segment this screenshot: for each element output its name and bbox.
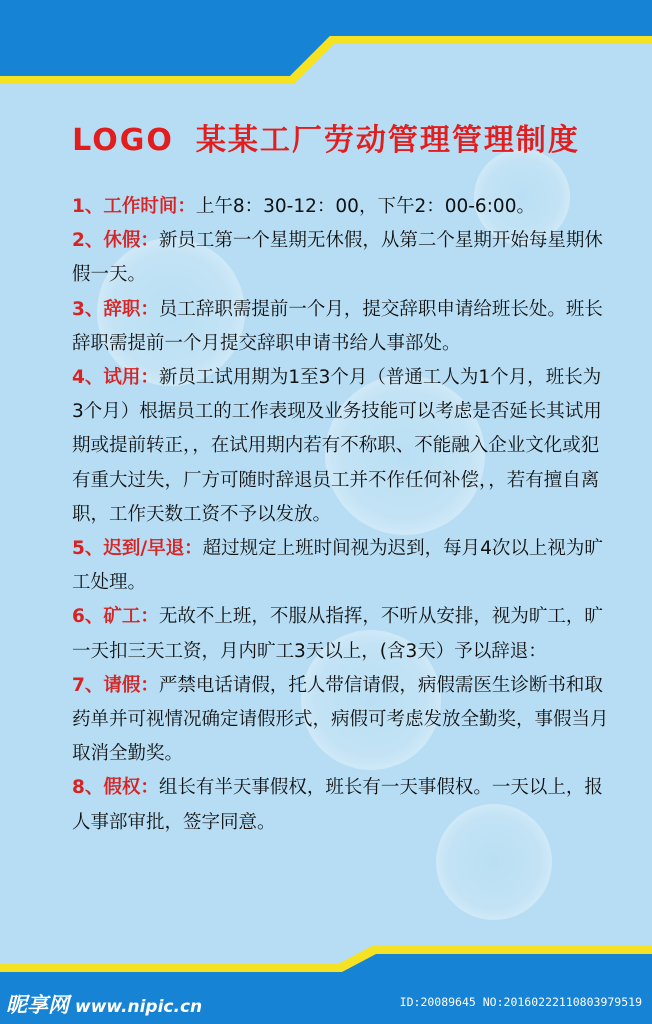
watermark-site: 昵享网	[6, 993, 69, 1017]
rule-item-late	[72, 532, 612, 600]
rule-text: 员工辞职需提前一个月，提交辞职申请给班长处。班长辞职需提前一个月提交辞职申请书给人事部处。	[72, 298, 603, 354]
rule-item-resignation	[72, 293, 612, 361]
rule-label: 5、迟到/早退：	[72, 538, 203, 560]
rule-text: 超过规定上班时间视为迟到，每月4次以上视为旷工处理。	[72, 538, 603, 594]
rule-text: 组长有半天事假权，班长有一天事假权。一天以上，报人事部审批，签字同意。	[72, 777, 603, 833]
rule-item-request-leave	[72, 669, 612, 772]
image-id-text: ID:20089645 NO:20160222110803979519	[399, 995, 642, 1009]
logo-text: LOGO	[72, 123, 174, 158]
title-text: 某某工厂劳动管理管理制度	[195, 123, 580, 158]
watermark-url: www.nipic.cn	[75, 997, 203, 1017]
rules-list	[72, 190, 612, 840]
watermark-logo	[6, 989, 202, 1019]
rule-label: 7、请假：	[72, 674, 159, 696]
rule-label: 8、假权：	[72, 777, 159, 799]
rule-text: 新员工第一个星期无休假，从第二个星期开始每星期休假一天。	[72, 230, 603, 286]
rule-label: 2、休假：	[72, 230, 159, 252]
rule-text: 严禁电话请假，托人带信请假，病假需医生诊断书和取药单并可视情况确定请假形式，病假可考虑发放全勤奖，事假当月取消全勤奖。	[72, 674, 609, 765]
rule-label: 1、工作时间：	[72, 196, 196, 217]
rule-item-probation	[72, 361, 612, 532]
rule-text: 新员工试用期为1至3个月（普通工人为1个月，班长为3个月）根据员工的工作表现及业务技能可以考虑是否延长其试用期或提前转正，，在试用期内若有不称职、不能融入企业文化或犯有重大过失，厂方可随时辞退员工并不作任何补偿，，若有擅自离职，工作天数工资不予以发放。	[72, 367, 602, 525]
rule-label: 4、试用：	[72, 367, 159, 389]
rule-item-work-hours	[72, 190, 612, 224]
rule-item-leave-authority	[72, 771, 612, 839]
rule-item-leave	[72, 224, 612, 292]
page-title	[0, 115, 652, 159]
rule-text: 无故不上班，不服从指挥，不听从安排，视为旷工，旷一天扣三天工资，月内旷工3天以上，(含3天）予以辞退：	[72, 606, 603, 662]
rule-label: 3、辞职：	[72, 298, 159, 320]
rule-item-absence	[72, 600, 612, 668]
rule-label: 6、矿工：	[72, 606, 159, 628]
rule-text: 上午8：30-12：00，下午2：00-6:00。	[195, 196, 535, 217]
